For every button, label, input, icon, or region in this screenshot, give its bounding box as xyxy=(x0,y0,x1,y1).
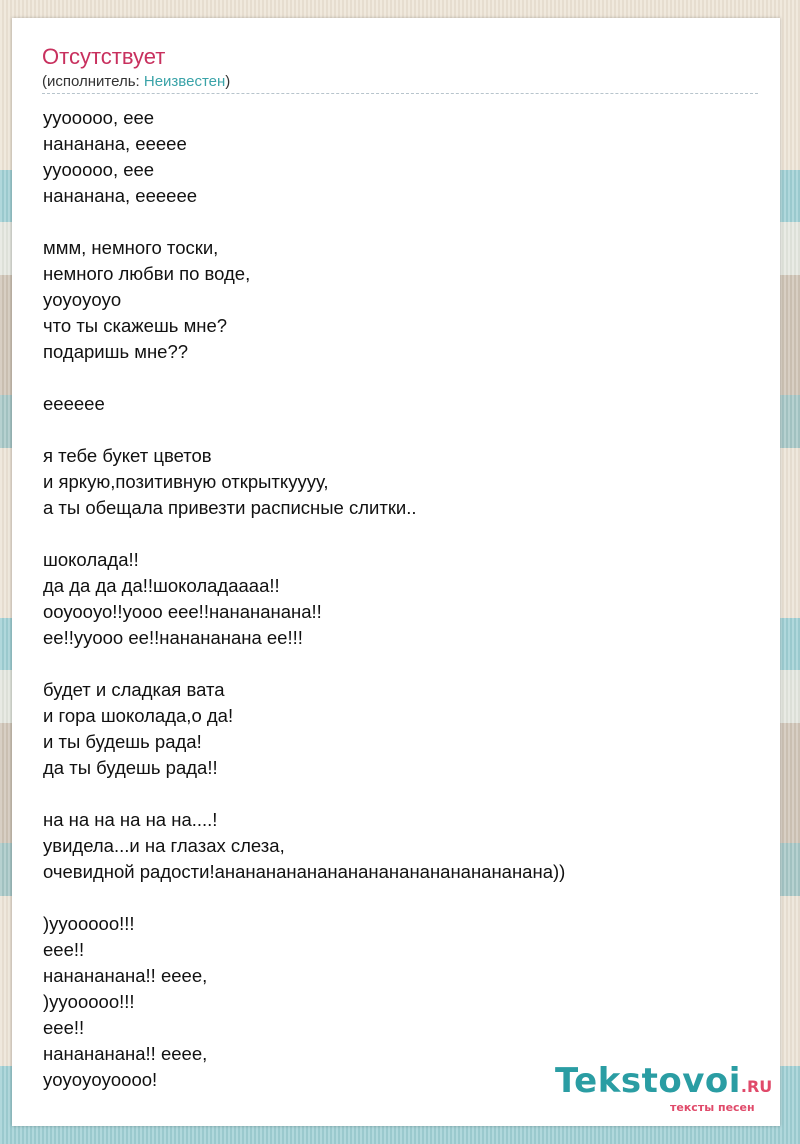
lyric-line: уyooooo, еее xyxy=(43,159,155,180)
logo-tagline: тексты песен xyxy=(670,1101,755,1114)
lyric-line: еее!! xyxy=(43,1017,85,1038)
header-divider xyxy=(42,93,758,94)
lyric-line: подаришь мне?? xyxy=(43,341,189,362)
logo-tld: .RU xyxy=(740,1077,773,1096)
artist-link[interactable]: Неизвестен xyxy=(143,73,226,90)
lyric-line: уoyoyoyoooo! xyxy=(43,1069,158,1090)
lyric-line: на на на на на на....! xyxy=(43,809,218,830)
lyric-line: а ты обещала привезти расписные слитки.. xyxy=(43,497,417,518)
lyric-line xyxy=(43,651,763,677)
lyric-line: уoyoyoyo xyxy=(43,289,122,310)
lyric-line: да ты будешь рада!! xyxy=(43,757,218,778)
lyric-line: еее!! xyxy=(43,939,85,960)
artist-prefix: (исполнитель: xyxy=(42,73,144,90)
lyric-line: нананананa!! ееее, xyxy=(43,965,208,986)
lyric-line: очевидной радости!ананананананананананананананананa)) xyxy=(43,861,566,882)
lyric-line: уyooooo, еее xyxy=(43,107,155,128)
lyric-line xyxy=(43,417,763,443)
lyrics-sheet xyxy=(12,18,780,1126)
lyric-line: )уyooooo!!! xyxy=(43,991,135,1012)
lyric-line: и ты будешь рада! xyxy=(43,731,202,752)
logo-main-text: Tekstovoi xyxy=(555,1061,741,1101)
lyric-line: ммм, немного тоски, xyxy=(43,237,219,258)
lyric-line: и яркую,позитивную открыткуууу, xyxy=(43,471,329,492)
lyric-line: шоколада!! xyxy=(43,549,139,570)
song-title: Отсутствует xyxy=(42,44,166,69)
lyric-line xyxy=(43,209,763,235)
lyric-line xyxy=(43,365,763,391)
lyric-line xyxy=(43,781,763,807)
lyric-line: и гора шоколада,о да! xyxy=(43,705,234,726)
lyric-line: увидела...и на глазах слеза, xyxy=(43,835,285,856)
artist-line xyxy=(42,73,230,90)
lyric-line xyxy=(43,521,763,547)
lyric-line xyxy=(43,885,763,911)
lyric-line: да да да да!!шоколадаааа!! xyxy=(43,575,280,596)
lyric-line: немного любви по воде, xyxy=(43,263,251,284)
lyric-line: ооуоoуо!!уooo еее!!нананананa!! xyxy=(43,601,322,622)
lyric-line: что ты скажешь мне? xyxy=(43,315,228,336)
lyric-line: ее!!уyooo ее!!нананананa ее!!! xyxy=(43,627,303,648)
lyric-line: нананананa!! ееее, xyxy=(43,1043,208,1064)
lyric-line: я тебе букет цветов xyxy=(43,445,212,466)
lyric-line: нананана, еееее xyxy=(43,133,187,154)
lyric-line: будет и сладкая вата xyxy=(43,679,225,700)
lyric-line: нананана, ееееее xyxy=(43,185,198,206)
lyric-line: )уyooooo!!! xyxy=(43,913,135,934)
lyrics-body xyxy=(43,105,763,1093)
artist-suffix: ) xyxy=(225,73,231,90)
lyric-line: ееееее xyxy=(43,393,105,414)
